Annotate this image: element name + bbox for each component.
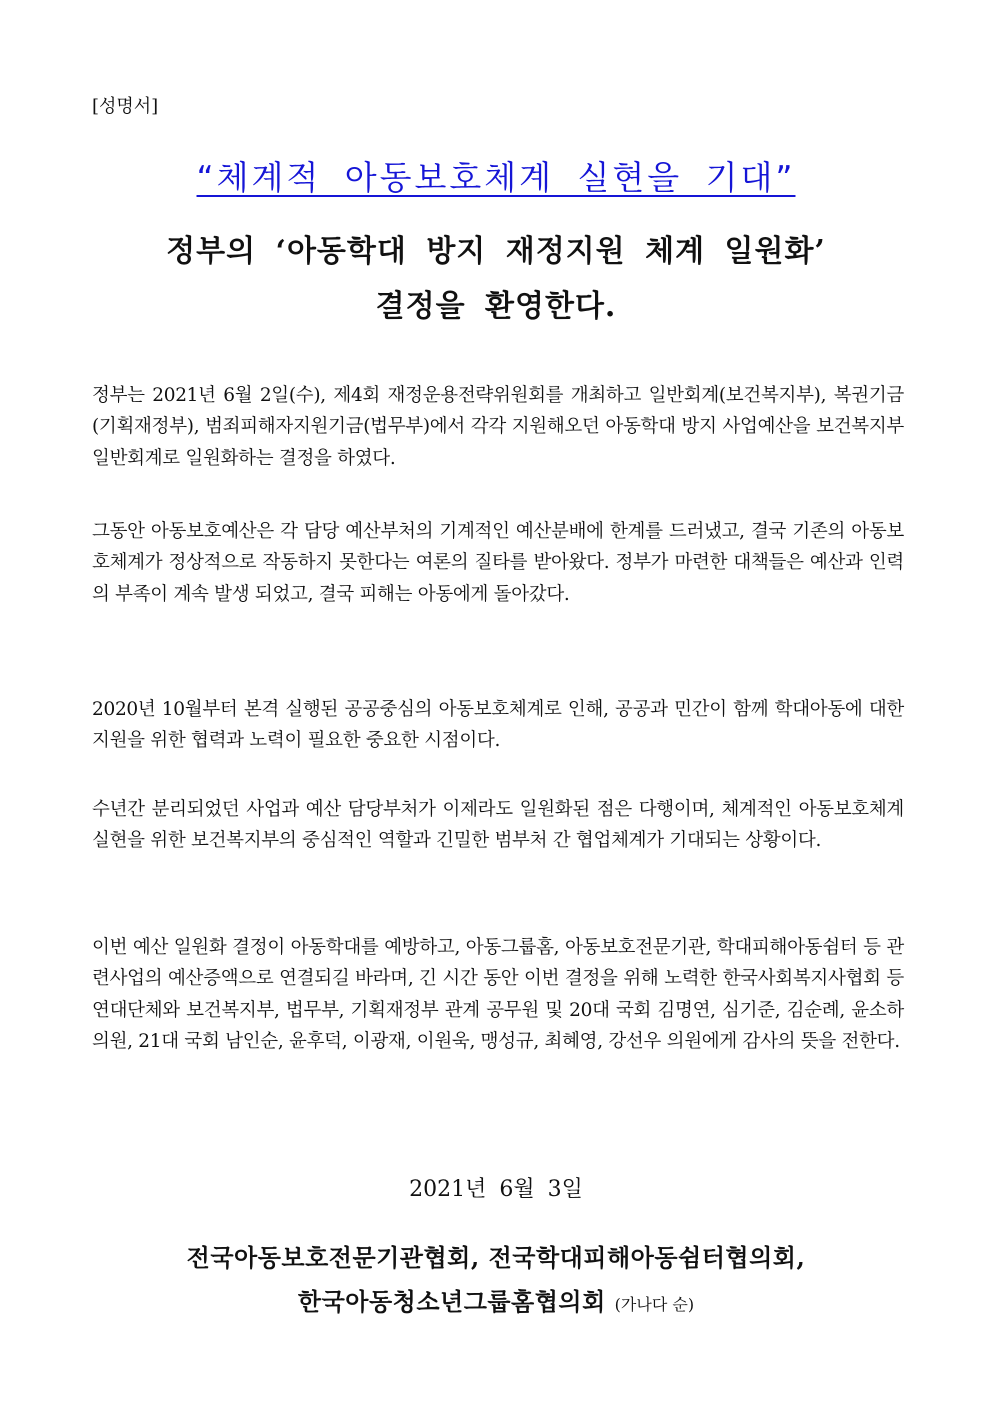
order-note: (가나다 순) — [614, 1295, 695, 1314]
body-paragraph-3: 2020년 10월부터 본격 실행된 공공중심의 아동보호체계로 인해, 공공과 민간이 함께 학대아동에 대한 지원을 위한 협력과 노력이 필요한 중요한 시점이다. — [92, 698, 904, 751]
headline — [0, 152, 992, 199]
body-paragraph-5: 이번 예산 일원화 결정이 아동학대를 예방하고, 아동그룹홈, 아동보호전문기관, 학대피해아동쉼터 등 관련사업의 예산증액으로 연결되길 바라며, 긴 시간 동안 이번 결정을 위해 노력한 한국사회복지사협회 등 연대단체와 보건복지부, 법무부, 기획재정부 관계 공무원 및 20대 국회 김명연, 심기준, 김순례, 윤소하 의원, 21대 국회 남인순, 윤후덕, 이광재, 이원욱, 맹성규, 최혜영, 강선우 의원에게 감사의 뜻을 전한다. — [92, 936, 904, 1052]
issuing-organizations-line-1: 전국아동보호전문기관협회, 전국학대피해아동쉼터협의회, — [186, 1243, 806, 1272]
subtitle-line-2: 결정을 환영한다. — [375, 289, 617, 324]
issuing-organization-name: 한국아동청소년그룹홈협의회 — [297, 1287, 606, 1316]
headline-text: “체계적 아동보호체계 실현을 기대” — [196, 158, 796, 197]
body-paragraph-2: 그동안 아동보호예산은 각 담당 예산부처의 기계적인 예산분배에 한계를 드러냈고, 결국 기존의 아동보호체계가 정상적으로 작동하지 못한다는 여론의 질타를 받아왔다. 정부가 마련한 대책들은 예산과 인력의 부족이 계속 발생 되었고, 결국 피해는 아동에게 돌아갔다. — [92, 520, 904, 605]
document-type-label: [성명서] — [92, 96, 159, 117]
issuing-organizations-line-2 — [0, 1282, 992, 1317]
subtitle-line-1: 정부의 ‘아동학대 방지 재정지원 체계 일원화’ — [166, 234, 826, 269]
body-paragraph-1: 정부는 2021년 6월 2일(수), 제4회 재정운용전략위원회를 개최하고 일반회계(보건복지부), 복권기금(기획재정부), 범죄피해자지원기금(법무부)에서 각각 지원해오던 아동학대 방지 사업예산을 보건복지부 일반회계로 일원화하는 결정을 하였다. — [92, 384, 904, 469]
statement-date: 2021년 6월 3일 — [409, 1177, 583, 1202]
body-paragraph-4: 수년간 분리되었던 사업과 예산 담당부처가 이제라도 일원화된 점은 다행이며, 체계적인 아동보호체계 실현을 위한 보건복지부의 중심적인 역할과 긴밀한 범부처 간 협업체계가 기대되는 상황이다. — [92, 798, 904, 851]
